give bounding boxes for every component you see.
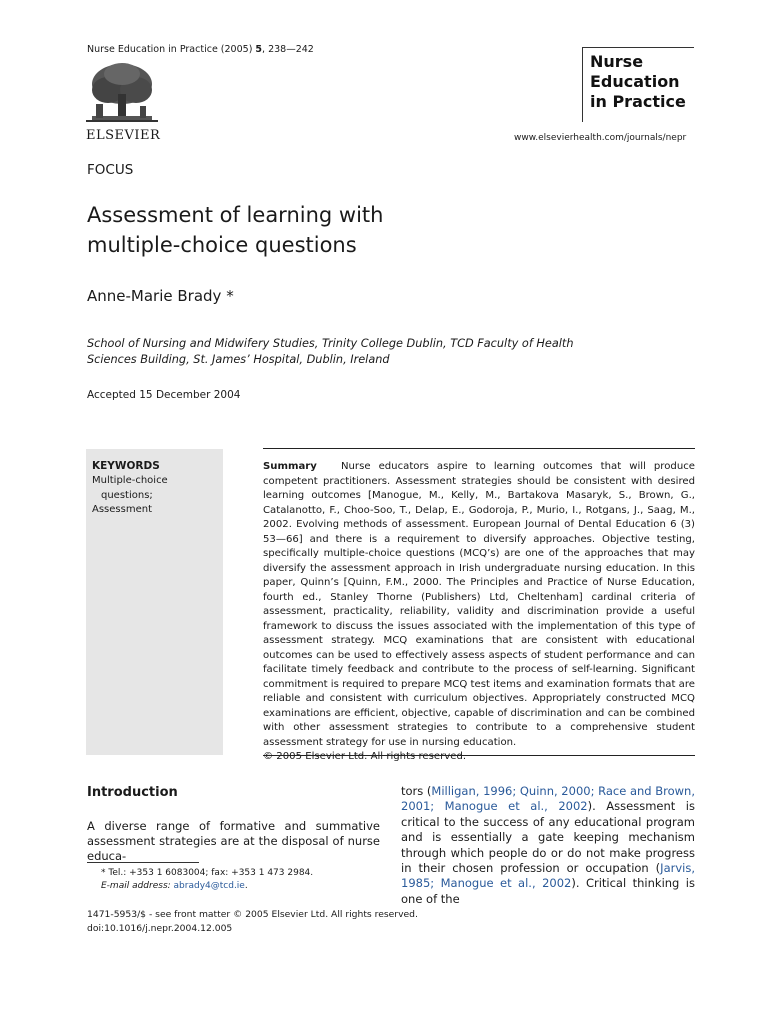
summary-abstract — [263, 460, 695, 765]
footnote-email-label: E-mail address: — [101, 880, 171, 891]
accepted-date: Accepted 15 December 2004 — [87, 389, 241, 401]
author-affiliation: School of Nursing and Midwifery Studies, Trinity College Dublin, TCD Faculty of Health Sciences Building, St. James’ Hospital, Dublin, Ireland — [87, 337, 574, 366]
author-name: Anne-Marie Brady * — [87, 287, 234, 305]
keywords-heading: KEYWORDS — [92, 460, 160, 472]
footnote-email-link[interactable]: abrady4@tcd.ie — [173, 880, 245, 891]
introduction-left-text: A diverse range of formative and summative assessment strategies are at the disposal of nurse educa- — [87, 819, 380, 864]
citation-link[interactable]: Jarvis, 1985; Manogue et al., 2002 — [401, 861, 695, 891]
journal-volume: 5 — [255, 44, 263, 55]
journal-url[interactable]: www.elsevierhealth.com/journals/nepr — [514, 133, 687, 143]
summary-body: Nurse educators aspire to learning outcomes that will produce competent practitioners. Assessment strategies should be consistent with desired learning outcomes [Manogue, M., Kelly, M., Bartakova Masaryk, S., Brown, G., Catalanotto, F., Choo-Soo, T., Delap, E., Godoroja, P., Murio, I., Rotgans, J., Saag, M., 2002. Evolving methods of assessment. European Journal of Dental Education 6 (3) 53—66] and there is a requirement to diversify approaches. Objective testing, specifically multiple-choice questions (MCQ’s) are one of the approaches that may diversify the assessment approach in Irish undergraduate nursing education. In this paper, Quinn’s [Quinn, F.M., 2000. The Principles and Practice of Nurse Education, fourth ed., Stanley Thorne (Publishers) Ltd, Cheltenham] cardinal criteria of assessment, practicality, reliability, validity and discrimination provide a useful framework to discuss the issues associated with the implementation of this type of assessment strategy. MCQ examinations that are consistent with educational outcomes can be used to effectively assess aspects of student performance and can facilitate timely feedback and contribute to the process of self-learning. Significant commitment is required to prepare MCQ test items and examination formats that are reliable and consistent with curriculum objectives. Appropriately constructed MCQ examinations are efficient, objective, capable of discrimination and can be combined with other assessment strategies to contribute to a comprehensive student assessment strategy for use in nursing education. — [263, 461, 695, 748]
keyword-item: Assessment — [92, 504, 152, 515]
summary-bottom-rule — [263, 755, 695, 756]
keyword-item: Multiple-choice — [92, 475, 168, 486]
masthead-rule-top — [582, 47, 694, 48]
summary-top-rule — [263, 448, 695, 449]
footer-copyright: 1471-5953/$ - see front matter © 2005 Elsevier Ltd. All rights reserved. — [87, 909, 418, 920]
introduction-right-text: tors (Milligan, 1996; Quinn, 2000; Race and Brown, 2001; Manogue et al., 2002). Assessment is critical to the success of any educational program and is essentially a gate keeping mechanism through which people do or do not make progress in their chosen profession or occupation (Jarvis, 1985; Manogue et al., 2002). Critical thinking is one of the — [401, 784, 695, 906]
summary-copyright: © 2005 Elsevier Ltd. All rights reserved. — [263, 751, 467, 762]
journal-reference: Nurse Education in Practice (2005) 5, 238—242 — [87, 44, 314, 55]
summary-lead: Summary — [263, 461, 317, 472]
keywords-list — [92, 474, 168, 518]
section-label: FOCUS — [87, 162, 134, 178]
introduction-heading: Introduction — [87, 785, 178, 800]
article-title: Assessment of learning with multiple-choice questions — [87, 203, 384, 257]
journal-masthead: Nurse Education in Practice — [590, 52, 686, 111]
publisher-wordmark: ELSEVIER — [86, 128, 161, 143]
citation-link[interactable]: Milligan, 1996; Quinn, 2000; Race and Brown, 2001; Manogue et al., 2002 — [401, 784, 695, 814]
footer-doi: doi:10.1016/j.nepr.2004.12.005 — [87, 922, 233, 934]
author-footnote: * Tel.: +353 1 6083004; fax: +353 1 473 2984. E-mail address: abrady4@tcd.ie. — [101, 868, 314, 891]
footnote-contact: * Tel.: +353 1 6083004; fax: +353 1 473 2984. — [101, 868, 314, 878]
masthead-rule-vertical — [582, 47, 583, 122]
page-footer — [87, 908, 418, 935]
keyword-item: questions; — [101, 489, 153, 501]
footnote-rule — [87, 862, 199, 863]
